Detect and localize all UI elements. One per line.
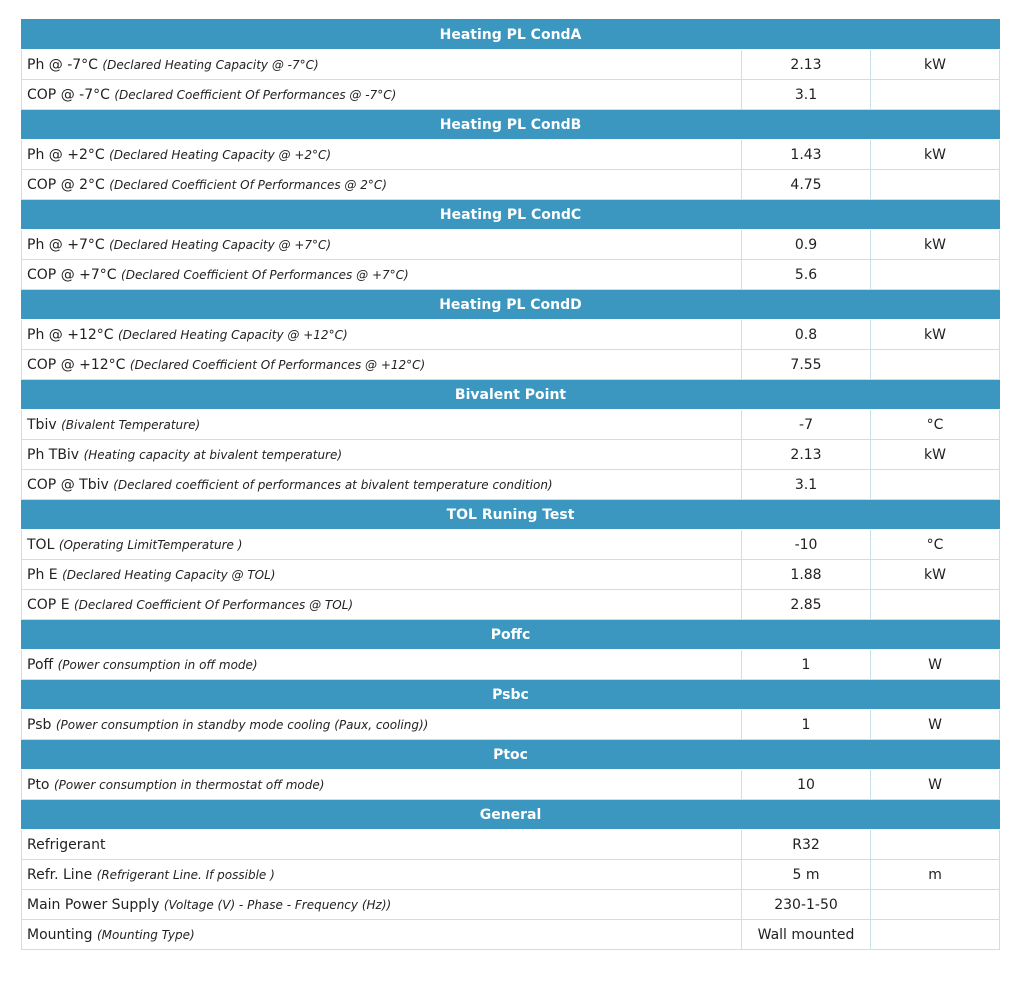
table-row: [22, 230, 1000, 260]
param-description: (Declared Heating Capacity @ +7°C): [109, 237, 332, 252]
table-row: [22, 320, 1000, 350]
param-unit: kW: [871, 50, 1000, 80]
param-unit: [871, 80, 1000, 110]
section-title: Heating PL CondC: [22, 200, 1000, 230]
param-value: 7.55: [742, 350, 871, 380]
param-value: 0.8: [742, 320, 871, 350]
param-unit: [871, 350, 1000, 380]
param-label: Pto: [27, 776, 50, 793]
param-unit: [871, 830, 1000, 860]
param-label: TOL: [27, 536, 55, 553]
param-description: (Bivalent Temperature): [61, 417, 201, 432]
param-value: 230-1-50: [742, 890, 871, 920]
param-label: Mounting: [27, 926, 93, 943]
section-header-row: [22, 380, 1000, 410]
param-label: Ph @ +12°C: [27, 326, 114, 343]
section-title: Heating PL CondA: [22, 20, 1000, 50]
param-description: (Declared Heating Capacity @ +12°C): [118, 327, 348, 342]
section-title: Poffc: [22, 620, 1000, 650]
param-label: Ph @ +7°C: [27, 236, 105, 253]
param-label: Tbiv: [27, 416, 57, 433]
param-cell: [22, 470, 742, 500]
param-value: 2.13: [742, 440, 871, 470]
param-label: COP @ -7°C: [27, 86, 110, 103]
param-cell: [22, 410, 742, 440]
param-cell: [22, 860, 742, 890]
param-unit: W: [871, 710, 1000, 740]
section-title: General: [22, 800, 1000, 830]
section-header-row: [22, 680, 1000, 710]
table-row: [22, 410, 1000, 440]
param-cell: [22, 320, 742, 350]
param-label: Ph @ -7°C: [27, 56, 98, 73]
param-unit: [871, 170, 1000, 200]
param-description: (Refrigerant Line. If possible ): [96, 867, 275, 882]
table-row: [22, 50, 1000, 80]
table-row: [22, 170, 1000, 200]
section-title: Psbc: [22, 680, 1000, 710]
param-unit: kW: [871, 230, 1000, 260]
section-title: Bivalent Point: [22, 380, 1000, 410]
param-value: -10: [742, 530, 871, 560]
param-value: 4.75: [742, 170, 871, 200]
param-unit: kW: [871, 440, 1000, 470]
param-value: R32: [742, 830, 871, 860]
param-unit: m: [871, 860, 1000, 890]
section-header-row: [22, 800, 1000, 830]
param-label: COP @ +12°C: [27, 356, 126, 373]
param-description: (Operating LimitTemperature ): [58, 537, 243, 552]
table-row: [22, 140, 1000, 170]
table-row: [22, 920, 1000, 950]
table-row: [22, 830, 1000, 860]
table-row: [22, 560, 1000, 590]
table-row: [22, 860, 1000, 890]
section-header-row: [22, 290, 1000, 320]
param-cell: [22, 920, 742, 950]
param-unit: kW: [871, 140, 1000, 170]
param-value: Wall mounted: [742, 920, 871, 950]
param-label: COP @ +7°C: [27, 266, 117, 283]
param-description: (Declared Coefficient Of Performances @ +12°C): [129, 357, 426, 372]
param-unit: W: [871, 770, 1000, 800]
param-description: (Voltage (V) - Phase - Frequency (Hz)): [163, 897, 392, 912]
param-value: -7: [742, 410, 871, 440]
param-label: Main Power Supply: [27, 896, 160, 913]
param-unit: W: [871, 650, 1000, 680]
section-header-row: [22, 20, 1000, 50]
param-cell: [22, 80, 742, 110]
section-header-row: [22, 110, 1000, 140]
param-label: Ph @ +2°C: [27, 146, 105, 163]
param-unit: °C: [871, 410, 1000, 440]
section-header-row: [22, 200, 1000, 230]
param-unit: kW: [871, 320, 1000, 350]
param-description: (Declared coefficient of performances at bivalent temperature condition): [113, 477, 553, 492]
param-value: 1: [742, 710, 871, 740]
param-cell: [22, 350, 742, 380]
param-cell: [22, 170, 742, 200]
table-row: [22, 710, 1000, 740]
param-value: 3.1: [742, 80, 871, 110]
param-cell: [22, 770, 742, 800]
param-value: 5 m: [742, 860, 871, 890]
table-row: [22, 770, 1000, 800]
param-cell: [22, 50, 742, 80]
param-label: Refr. Line: [27, 866, 93, 883]
table-row: [22, 80, 1000, 110]
section-title: Heating PL CondD: [22, 290, 1000, 320]
table-row: [22, 890, 1000, 920]
param-description: (Power consumption in thermostat off mode): [53, 777, 325, 792]
param-label: Ph TBiv: [27, 446, 80, 463]
param-value: 3.1: [742, 470, 871, 500]
param-cell: [22, 830, 742, 860]
param-label: Poff: [27, 656, 54, 673]
spec-table: [21, 19, 1000, 950]
param-description: (Declared Heating Capacity @ TOL): [62, 567, 276, 582]
param-description: (Declared Coefficient Of Performances @ 2°C): [109, 177, 387, 192]
param-description: (Declared Heating Capacity @ +2°C): [109, 147, 332, 162]
param-value: 0.9: [742, 230, 871, 260]
param-cell: [22, 440, 742, 470]
param-value: 1.43: [742, 140, 871, 170]
param-description: (Declared Coefficient Of Performances @ -7°C): [114, 87, 397, 102]
param-label: Ph E: [27, 566, 58, 583]
param-unit: [871, 470, 1000, 500]
param-cell: [22, 590, 742, 620]
param-value: 1.88: [742, 560, 871, 590]
param-cell: [22, 140, 742, 170]
param-value: 2.13: [742, 50, 871, 80]
param-value: 1: [742, 650, 871, 680]
param-unit: [871, 890, 1000, 920]
param-label: COP @ Tbiv: [27, 476, 109, 493]
param-cell: [22, 260, 742, 290]
param-value: 10: [742, 770, 871, 800]
table-row: [22, 260, 1000, 290]
section-title: Ptoc: [22, 740, 1000, 770]
param-unit: [871, 920, 1000, 950]
table-row: [22, 350, 1000, 380]
param-label: COP @ 2°C: [27, 176, 105, 193]
section-title: TOL Runing Test: [22, 500, 1000, 530]
param-unit: kW: [871, 560, 1000, 590]
section-header-row: [22, 500, 1000, 530]
param-unit: [871, 260, 1000, 290]
param-description: (Declared Heating Capacity @ -7°C): [102, 57, 319, 72]
section-title: Heating PL CondB: [22, 110, 1000, 140]
param-cell: [22, 890, 742, 920]
param-label: Refrigerant: [27, 836, 106, 853]
param-unit: [871, 590, 1000, 620]
param-label: Psb: [27, 716, 52, 733]
param-cell: [22, 560, 742, 590]
section-header-row: [22, 620, 1000, 650]
table-row: [22, 590, 1000, 620]
param-description: (Power consumption in off mode): [57, 657, 258, 672]
param-value: 5.6: [742, 260, 871, 290]
param-unit: °C: [871, 530, 1000, 560]
param-cell: [22, 710, 742, 740]
table-row: [22, 530, 1000, 560]
table-row: [22, 470, 1000, 500]
param-description: (Heating capacity at bivalent temperature): [83, 447, 343, 462]
param-value: 2.85: [742, 590, 871, 620]
param-cell: [22, 530, 742, 560]
param-cell: [22, 230, 742, 260]
table-row: [22, 440, 1000, 470]
param-description: (Mounting Type): [96, 927, 195, 942]
param-cell: [22, 650, 742, 680]
param-description: (Declared Coefficient Of Performances @ +7°C): [121, 267, 409, 282]
param-label: COP E: [27, 596, 70, 613]
section-header-row: [22, 740, 1000, 770]
table-row: [22, 650, 1000, 680]
param-description: (Declared Coefficient Of Performances @ TOL): [74, 597, 354, 612]
spec-table-body: [22, 20, 1000, 950]
param-description: (Power consumption in standby mode cooling (Paux, cooling)): [55, 717, 429, 732]
